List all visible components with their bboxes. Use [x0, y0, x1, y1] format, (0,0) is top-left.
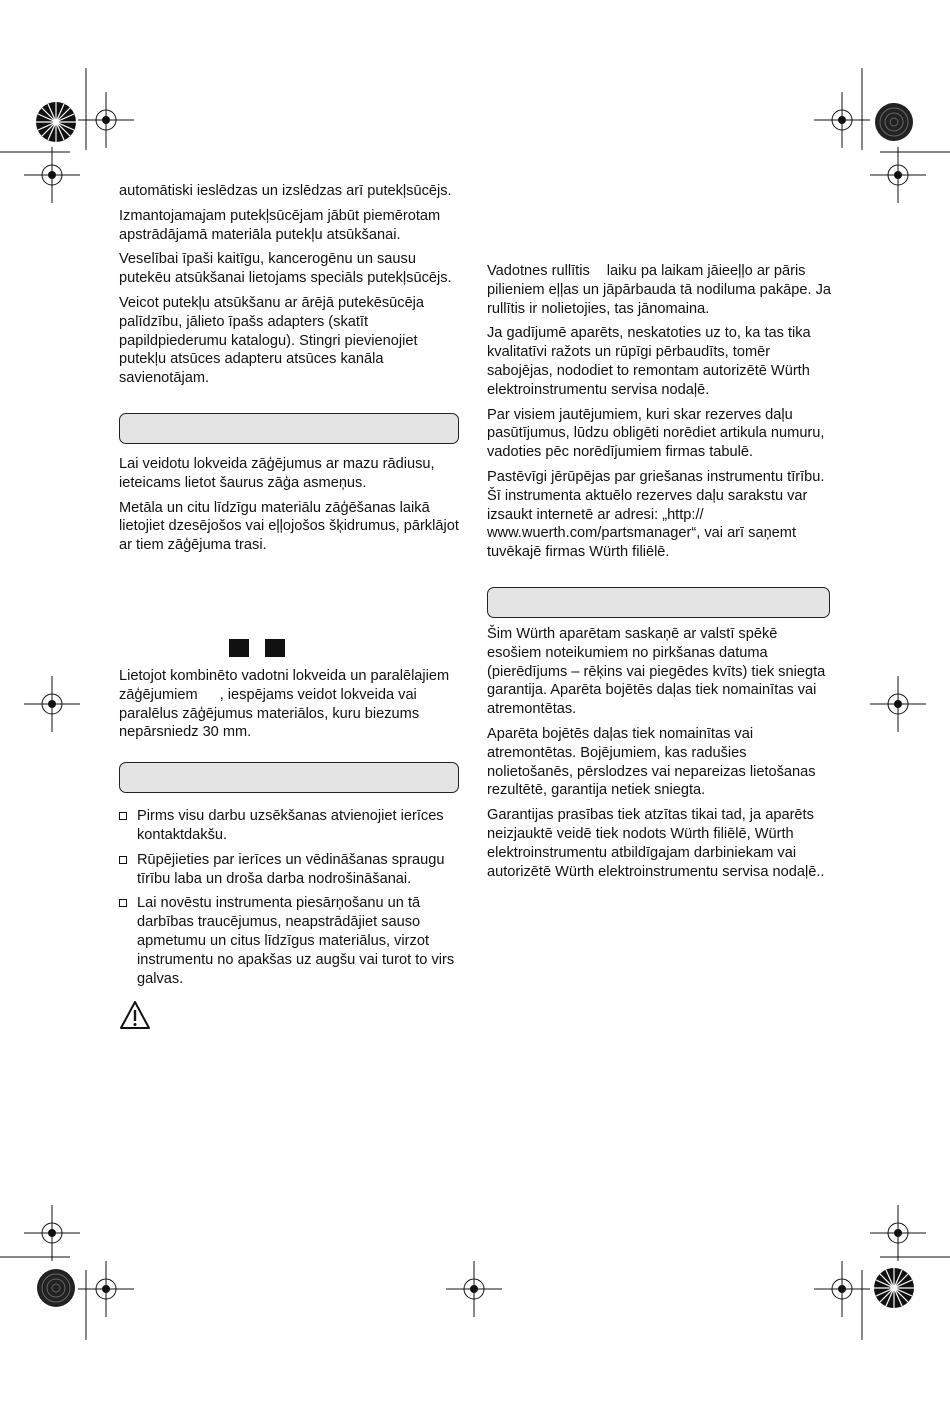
- warning-icon: [119, 1000, 151, 1030]
- checklist: [119, 807, 464, 988]
- paragraph: Lai veidotu lokveida zāģējumus ar mazu rādiusu, ieteicams lietot šaurus zāģa asmeņus.: [119, 455, 435, 491]
- crosshair-icon: [870, 676, 926, 732]
- crosshair-icon: [870, 147, 926, 203]
- paragraph: Ja gadījumē aparēts, neskatoties uz to, ka tas tika kvalitatīvi ražots un rūpīgi pērbaudīts, tomēr sabojējas, nododiet to remontam autorizētē Würth elektroinstrumentu servisa nodaļē.: [487, 325, 811, 398]
- starburst-icon: [874, 1268, 914, 1308]
- paragraph: Par visiem jautējumiem, kuri skar rezerves daļu pasūtījumus, lūdzu obligēti norēdiet artikula numuru, vadoties pēc norēdījumiem firmas tabulē.: [487, 406, 825, 461]
- starburst-icon: [36, 102, 76, 142]
- paragraph: Šim Würth aparētam saskaņē ar valstī spēkē esošiem noteikumiem no pirkšanas datuma (pierēdījums – rēķins vai piegēdes kvīts) tiek sniegta garantija. Aparēta bojētēs daļas tiek nomainītas vai atremontētas.: [487, 625, 826, 718]
- paragraph: Aparēta bojētēs daļas tiek nomainītas vai atremontētas. Bojējumiem, kas radušies nolietošanēs, pērslodzes vai nepareizas lietošanas rezultētē, garantija netiek sniegta.: [487, 725, 816, 799]
- checkbox-icon: [119, 812, 127, 820]
- crosshair-icon: [446, 1261, 502, 1317]
- paragraph: Izmantojamajam putekļsūcējam jābūt piemērotam apstrādājamā materiāla putekļu atsūkšanai.: [119, 207, 441, 243]
- crosshair-icon: [870, 1205, 926, 1261]
- paragraph: Veselībai īpaši kaitīgu, kancerogēnu un sausu putekēu atsūkšanai lietojams speciāls putekļsūcējs.: [119, 251, 452, 287]
- paragraph: Pastēvīgi jērūpējas par griešanas instrumentu tīrību. Šī instrumenta aktuēlo rezerves daļu sarakstu var izsaukt internetē ar adresi: „http:// www.wuerth.com/partsmanager“, vai arī saņemt tuvēkajē firmas Würth filiēlē.: [487, 468, 825, 561]
- paragraph: Metāla un citu līdzīgu materiālu zāģēšanas laikā lietojiet dzesējošos vai eļļojošos šķidrumus, pārklājot ar tiem zāģējuma trasi.: [119, 499, 459, 554]
- section-heading-box: [487, 587, 830, 618]
- right-column: [487, 262, 832, 887]
- paragraph-text: , iespējams veidot lokveida vai paralēlus zāģējumus materiālos, kuru biezums nepārsniedz 30 mm.: [119, 686, 420, 741]
- paragraph: [487, 262, 832, 318]
- paragraph-text: Vadotnes rullītis: [487, 263, 590, 279]
- paragraph: automātiski ieslēdzas un izslēdzas arī putekļsūcējs.: [119, 183, 452, 199]
- section-heading-box: [119, 413, 459, 444]
- section-heading-box: [119, 762, 459, 793]
- paragraph: Garantijas prasības tiek atzītas tikai tad, ja aparēts neizjauktē veidē tiek nodots Würth filiēlē, Würth elektroinstrumentu atbildīgajam darbiniekam vai autorizētē Würth elektroinstrumentu servisa nodaļē..: [487, 807, 825, 880]
- list-item: [119, 807, 464, 845]
- reference-squares: [229, 639, 464, 663]
- checkbox-icon: [119, 899, 127, 907]
- target-icon: [875, 103, 913, 141]
- paragraph: Veicot putekļu atsūkšanu ar ārējā putekēsūcēja palīdzību, jālieto īpašs adapters (skatīt papildpiederumu katalogu). Stingri pievienojiet putekļu atsūces adapteru atsūces kanāla savienotājam.: [119, 294, 425, 387]
- paragraph-text: Lietojot kombinēto vadotni lokveida un paralēlajiem zāģējumiem: [119, 667, 450, 703]
- target-icon: [37, 1269, 75, 1307]
- list-item-text: Lai novēstu instrumenta piesārņošanu un tā darbības traucējumus, neapstrādājiet sauso apmetumu un citus līdzīgus materiālus, virzot instrumentu no apakšas uz augšu vai turot to virs galvas.: [137, 895, 455, 987]
- checkbox-icon: [119, 856, 127, 864]
- list-item-text: Pirms visu darbu uzsēkšanas atvienojiet ierīces kontaktdakšu.: [137, 808, 444, 843]
- reference-square-icon: [229, 639, 249, 657]
- list-item-text: Rūpējieties par ierīces un vēdināšanas spraugu tīrību laba un droša darba nodrošināšanai.: [137, 851, 445, 887]
- paragraph: [119, 667, 464, 742]
- crosshair-icon: [24, 1205, 80, 1261]
- list-item: [119, 894, 464, 988]
- left-column: [119, 182, 464, 1036]
- reference-square-icon: [265, 639, 285, 657]
- crosshair-icon: [24, 147, 80, 203]
- paragraph-text: laiku pa laikam jāieeļļo ar pāris pilieniem eļļas un jāpārbauda tā nodiluma pakāpe. Ja rullītis ir nolietojies, tas jānomaina.: [487, 263, 831, 317]
- crosshair-icon: [24, 676, 80, 732]
- list-item: [119, 851, 464, 889]
